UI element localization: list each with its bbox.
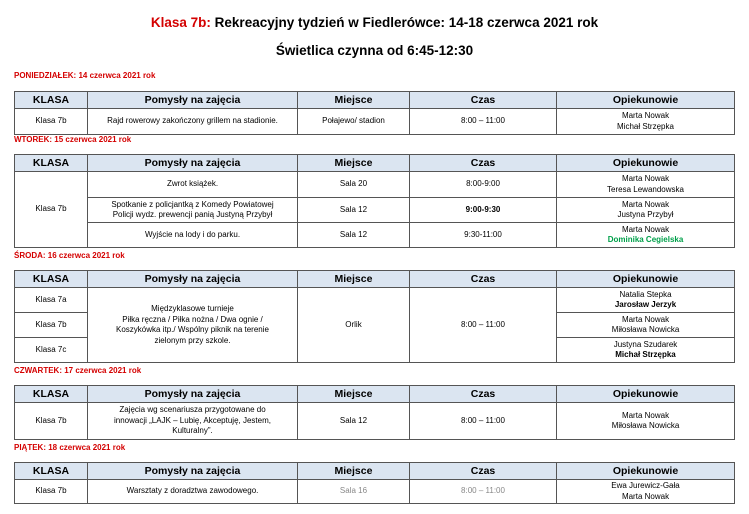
table-row <box>15 223 735 248</box>
table-monday <box>14 91 735 135</box>
cell-activity: Rajd rowerowy zakończony grillem na stadionie. <box>88 109 298 135</box>
header-pomysly: Pomysły na zajęcia <box>88 155 298 172</box>
guardian: Teresa Lewandowska <box>607 184 684 194</box>
activity-line: Spotkanie z policjantką z Komedy Powiatowej <box>111 199 274 209</box>
guardian: Marta Nowak <box>621 199 670 209</box>
cell-guardians <box>557 480 735 504</box>
activity-line: Międzyklasowe turnieje <box>151 304 234 313</box>
activity-line: Policji wydz. prewencji panią Justyną Przybył <box>112 210 273 219</box>
header-row <box>15 92 735 109</box>
activity-line: Zajęcia wg scenariusza przygotowane do <box>119 405 266 415</box>
cell-klasa: Klasa 7b <box>15 313 88 338</box>
guardian: Michał Strzępka <box>615 350 676 359</box>
cell-place: Sala 12 <box>298 198 410 223</box>
cell-guardians <box>557 223 735 248</box>
table-row <box>15 288 735 313</box>
header-row <box>15 463 735 480</box>
guardian: Marta Nowak <box>621 224 670 234</box>
cell-place: Sala 16 <box>298 480 410 504</box>
header-miejsce: Miejsce <box>298 463 410 480</box>
cell-time: 8:00 – 11:00 <box>410 403 557 440</box>
header-miejsce: Miejsce <box>298 92 410 109</box>
cell-time: 8:00-9:00 <box>410 172 557 198</box>
header-opiekunowie: Opiekunowie <box>557 92 735 109</box>
header-pomysly: Pomysły na zajęcia <box>88 463 298 480</box>
header-miejsce: Miejsce <box>298 386 410 403</box>
cell-guardians <box>557 172 735 198</box>
header-czas: Czas <box>410 92 557 109</box>
header-opiekunowie: Opiekunowie <box>557 463 735 480</box>
table-row <box>15 172 735 198</box>
cell-activity <box>88 198 298 223</box>
cell-guardians <box>557 338 735 363</box>
header-miejsce: Miejsce <box>298 271 410 288</box>
header-row <box>15 386 735 403</box>
cell-guardians <box>557 403 735 440</box>
activity-line: Kulturalny”. <box>172 426 213 436</box>
header-row <box>15 155 735 172</box>
guardian: Justyna Szudarek <box>613 339 678 349</box>
header-miejsce: Miejsce <box>298 155 410 172</box>
cell-guardians <box>557 198 735 223</box>
cell-place: Sala 20 <box>298 172 410 198</box>
table-row <box>15 109 735 135</box>
cell-klasa: Klasa 7a <box>15 288 88 313</box>
guardian: Ewa Jurewicz-Gała <box>611 481 680 490</box>
header-klasa: KLASA <box>15 463 88 480</box>
cell-activity <box>88 403 298 440</box>
table-wednesday <box>14 270 735 363</box>
guardian: Miłosława Nowicka <box>611 325 680 334</box>
guardian: Marta Nowak <box>621 491 670 501</box>
page-subtitle: Świetlica czynna od 6:45-12:30 <box>275 43 474 58</box>
day-heading-tuesday: WTOREK: 15 czerwca 2021 rok <box>14 135 132 144</box>
cell-klasa: Klasa 7c <box>15 338 88 363</box>
header-czas: Czas <box>410 271 557 288</box>
cell-place: Sala 12 <box>298 403 410 440</box>
cell-activity: Wyjście na lody i do parku. <box>88 223 298 248</box>
title-text: Rekreacyjny tydzień w Fiedlerówce: 14-18 czerwca 2021 rok <box>214 15 599 30</box>
cell-time: 9:00-9:30 <box>410 198 557 223</box>
cell-activity: Warsztaty z doradztwa zawodowego. <box>88 480 298 504</box>
guardian: Justyna Przybył <box>617 210 674 219</box>
cell-time: 9:30-11:00 <box>410 223 557 248</box>
cell-klasa: Klasa 7b <box>15 109 88 135</box>
cell-klasa: Klasa 7b <box>15 480 88 504</box>
guardian: Natalia Stepka <box>619 289 672 299</box>
activity-line: zielonym przy szkole. <box>154 335 231 345</box>
header-pomysly: Pomysły na zajęcia <box>88 386 298 403</box>
guardian: Marta Nowak <box>621 111 670 120</box>
table-thursday <box>14 385 735 440</box>
day-heading-monday: PONIEDZIAŁEK: 14 czerwca 2021 rok <box>14 71 156 80</box>
activity-line: innowacji „LAJK – Lubię, Akceptuję, Jestem, <box>114 415 271 425</box>
guardian: Miłosława Nowicka <box>611 421 680 430</box>
header-klasa: KLASA <box>15 386 88 403</box>
guardian: Michał Strzępka <box>617 121 674 131</box>
cell-activity <box>88 288 298 363</box>
class-label: Klasa 7b: <box>150 15 211 30</box>
header-opiekunowie: Opiekunowie <box>557 271 735 288</box>
activity-line: Koszykówka itp./ Wspólny piknik na terenie <box>116 325 269 334</box>
table-tuesday <box>14 154 735 248</box>
header-klasa: KLASA <box>15 271 88 288</box>
header-czas: Czas <box>410 386 557 403</box>
guardian-highlighted: Dominika Cegielska <box>607 235 684 244</box>
day-heading-wednesday: ŚRODA: 16 czerwca 2021 rok <box>14 251 125 260</box>
header-klasa: KLASA <box>15 92 88 109</box>
page-title <box>0 15 749 30</box>
cell-activity: Zwrot książek. <box>88 172 298 198</box>
header-czas: Czas <box>410 463 557 480</box>
table-row <box>15 198 735 223</box>
header-pomysly: Pomysły na zajęcia <box>88 271 298 288</box>
header-czas: Czas <box>410 155 557 172</box>
table-friday <box>14 462 735 504</box>
cell-guardians <box>557 288 735 313</box>
header-opiekunowie: Opiekunowie <box>557 386 735 403</box>
cell-klasa: Klasa 7b <box>15 403 88 440</box>
header-row <box>15 271 735 288</box>
table-row <box>15 403 735 440</box>
day-heading-friday: PIĄTEK: 18 czerwca 2021 rok <box>14 443 126 452</box>
cell-place: Sala 12 <box>298 223 410 248</box>
guardian: Marta Nowak <box>621 314 670 324</box>
header-opiekunowie: Opiekunowie <box>557 155 735 172</box>
cell-place: Orlik <box>298 288 410 363</box>
guardian: Marta Nowak <box>621 174 670 183</box>
table-row <box>15 480 735 504</box>
guardian: Jarosław Jerzyk <box>614 300 677 309</box>
activity-line: Piłka ręczna / Piłka nożna / Dwa ognie / <box>122 314 263 324</box>
header-klasa: KLASA <box>15 155 88 172</box>
day-heading-thursday: CZWARTEK: 17 czerwca 2021 rok <box>14 366 142 375</box>
cell-guardians <box>557 313 735 338</box>
cell-time: 8:00 – 11:00 <box>410 288 557 363</box>
guardian: Marta Nowak <box>621 410 670 420</box>
cell-time: 8:00 – 11:00 <box>410 480 557 504</box>
cell-place: Połajewo/ stadion <box>298 109 410 135</box>
cell-guardians <box>557 109 735 135</box>
cell-time: 8:00 – 11:00 <box>410 109 557 135</box>
cell-klasa: Klasa 7b <box>15 172 88 248</box>
header-pomysly: Pomysły na zajęcia <box>88 92 298 109</box>
